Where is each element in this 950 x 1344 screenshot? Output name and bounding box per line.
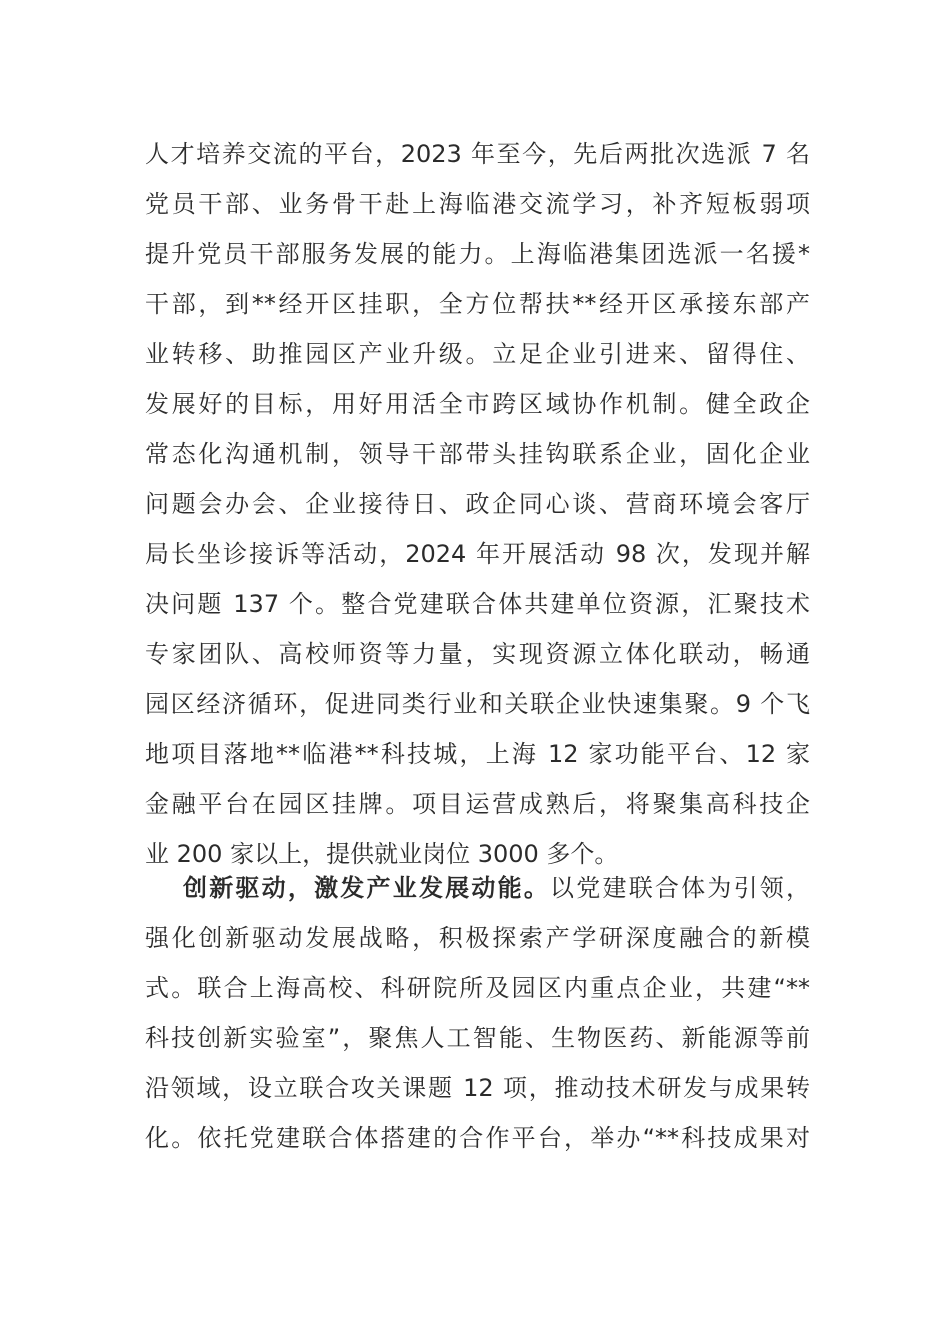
paragraph-line: 常态化沟通机制，领导干部带头挂钩联系企业，固化企业 bbox=[145, 440, 810, 468]
paragraph-line: 式。联合上海高校、科研院所及园区内重点企业，共建“** bbox=[145, 974, 810, 1002]
paragraph-line: 提升党员干部服务发展的能力。上海临港集团选派一名援* bbox=[145, 240, 810, 268]
paragraph-line: 金融平台在园区挂牌。项目运营成熟后，将聚集高科技企 bbox=[145, 790, 810, 818]
paragraph-line: 业 200 家以上，提供就业岗位 3000 多个。 bbox=[145, 840, 619, 868]
section-heading: 创新驱动，激发产业发展动能。 bbox=[183, 874, 551, 902]
paragraph-1 bbox=[145, 129, 810, 879]
paragraph-line: 强化创新驱动发展战略，积极探索产学研深度融合的新模 bbox=[145, 924, 810, 952]
paragraph-2 bbox=[145, 863, 810, 1163]
paragraph-line: 地项目落地**临港**科技城，上海 12 家功能平台、12 家 bbox=[145, 740, 810, 768]
paragraph-text: 以党建联合体为引领， bbox=[550, 874, 811, 902]
paragraph-line: 业转移、助推园区产业升级。立足企业引进来、留得住、 bbox=[145, 340, 810, 368]
paragraph-line: 人才培养交流的平台，2023 年至今，先后两批次选派 7 名 bbox=[145, 140, 810, 168]
paragraph-line: 发展好的目标，用好用活全市跨区域协作机制。健全政企 bbox=[145, 390, 810, 418]
paragraph-line: 园区经济循环，促进同类行业和关联企业快速集聚。9 个飞 bbox=[145, 690, 810, 718]
paragraph-line: 局长坐诊接诉等活动，2024 年开展活动 98 次，发现并解 bbox=[145, 540, 810, 568]
paragraph-line: 沿领域，设立联合攻关课题 12 项，推动技术研发与成果转 bbox=[145, 1074, 810, 1102]
paragraph-line: 问题会办会、企业接待日、政企同心谈、营商环境会客厅 bbox=[145, 490, 810, 518]
paragraph-line: 科技创新实验室”，聚焦人工智能、生物医药、新能源等前 bbox=[145, 1024, 810, 1052]
paragraph-line: 化。依托党建联合体搭建的合作平台，举办“**科技成果对 bbox=[145, 1124, 810, 1152]
paragraph-line: 专家团队、高校师资等力量，实现资源立体化联动，畅通 bbox=[145, 640, 810, 668]
paragraph-line: 干部，到**经开区挂职，全方位帮扶**经开区承接东部产 bbox=[145, 290, 810, 318]
paragraph-line: 党员干部、业务骨干赴上海临港交流学习，补齐短板弱项 bbox=[145, 190, 810, 218]
paragraph-first-line bbox=[145, 863, 810, 913]
paragraph-line: 决问题 137 个。整合党建联合体共建单位资源，汇聚技术 bbox=[145, 590, 810, 618]
